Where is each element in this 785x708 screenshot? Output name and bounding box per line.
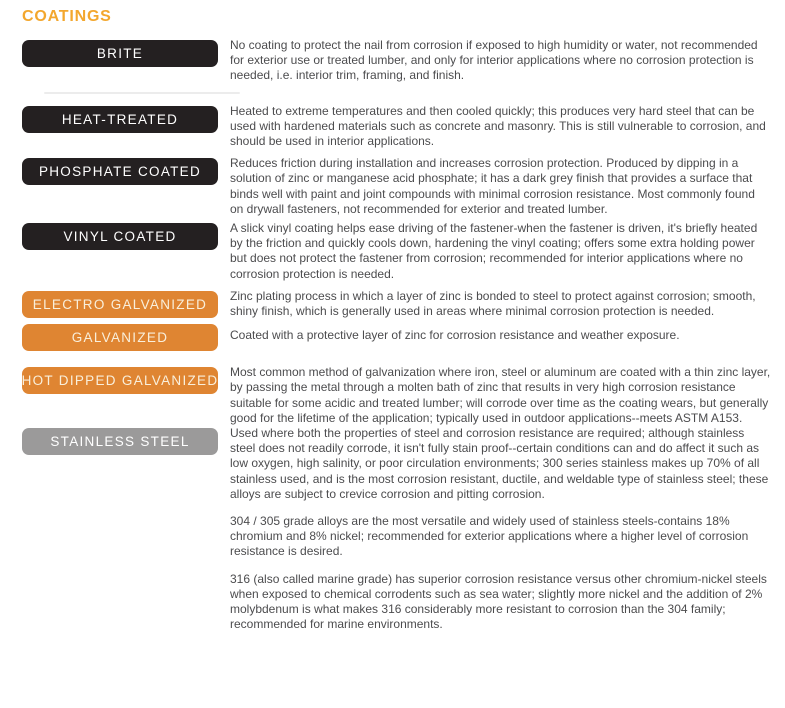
coating-description-hot-dipped-galvanized (230, 365, 771, 426)
coating-description-electro-galvanized (230, 289, 771, 319)
coating-row-brite (22, 38, 771, 84)
coating-description-vinyl-coated (230, 221, 771, 282)
coating-badge-heat-treated: HEAT-TREATED (22, 106, 218, 133)
coating-row-heat-treated (22, 104, 771, 150)
coating-description-phosphate-coated (230, 156, 771, 217)
coating-description-heat-treated (230, 104, 771, 150)
coating-row-phosphate-coated (22, 156, 771, 217)
description-paragraph: A slick vinyl coating helps ease driving of the fastener-when the fastener is driven, it's briefly heated by the friction and quickly cools down, hardening the vinyl coating; offers some extra holding power but does not protect the fastener from corrosion; recommended for interior applications where no corrosion protection is needed. (230, 221, 758, 281)
coating-badge-vinyl-coated: VINYL COATED (22, 223, 218, 250)
coating-description-galvanized (230, 322, 771, 343)
coating-badge-stainless-steel: STAINLESS STEEL (22, 428, 218, 455)
coating-badge-phosphate-coated: PHOSPHATE COATED (22, 158, 218, 185)
badge-shadow-divider (44, 92, 240, 94)
coating-row-electro-galvanized (22, 289, 771, 319)
page-title: COATINGS (22, 8, 112, 25)
coating-badge-hot-dipped-galvanized: HOT DIPPED GALVANIZED (22, 367, 218, 394)
coating-description-brite (230, 38, 771, 84)
description-paragraph: Reduces friction during installation and increases corrosion protection. Produced by dipping in a solution of zinc or manganese acid phosphate; it has a dark grey finish that provides a surface that binds well with paint and joint compounds with minimal corrosion resistance. Most commonly found on drywall fasteners, not recommended for exterior and treated lumber. (230, 156, 755, 216)
coating-row-stainless-steel (22, 426, 771, 632)
description-paragraph: Coated with a protective layer of zinc for corrosion resistance and weather exposure. (230, 328, 680, 343)
coating-badge-galvanized: GALVANIZED (22, 324, 218, 351)
coating-badge-brite: BRITE (22, 40, 218, 67)
coating-row-vinyl-coated (22, 221, 771, 282)
coating-row-hot-dipped-galvanized (22, 365, 771, 426)
description-paragraph: Used where both the properties of steel and corrosion resistance are required; although stainless steel does not readily corrode, it isn't fully stain proof--certain conditions can and do affect it such as low oxygen, high salinity, or poor circulation environments; 300 series stainless makes up 70% of all stainless used, and is the most corrosion resistant, ductile, and weldable type of stainless steel; these alloys are subject to crevice corrosion and pitting corrosion. (230, 426, 769, 501)
coating-description-stainless-steel (230, 426, 771, 632)
description-paragraph: 304 / 305 grade alloys are the most versatile and widely used of stainless steels-contains 18% chromium and 8% nickel; recommended for exterior applications where a higher level of corrosion resistance is desired. (230, 514, 749, 559)
description-paragraph: Most common method of galvanization where iron, steel or aluminum are coated with a thin zinc layer, by passing the metal through a molten bath of zinc that results in very high corrosion resistance suitable for some acidic and treated lumber; will corrode over time as the coating wears, but generally good for the lifetime of the application; typically used in outdoor applications--meets ASTM A153. (230, 365, 771, 425)
description-paragraph: Heated to extreme temperatures and then cooled quickly; this produces very hard steel that can be used with hardened materials such as concrete and masonry. This is still vulnerable to corrosion, and should be used in interior applications. (230, 103, 766, 149)
coating-badge-electro-galvanized: ELECTRO GALVANIZED (22, 291, 218, 318)
description-paragraph: Zinc plating process in which a layer of zinc is bonded to steel to protect against corrosion; smooth, shiny finish, which is generally used in areas where minimal corrosion protection is needed. (230, 288, 756, 319)
description-paragraph: 316 (also called marine grade) has superior corrosion resistance versus other chromium-nickel steels when exposed to chemical corrodents such as sea water; slightly more nickel and the addition of 2% molybdenum is what makes 316 considerably more resistant to corrosion than the 304 family; recommended for marine environments. (230, 571, 767, 632)
coating-row-galvanized (22, 322, 771, 351)
description-paragraph: No coating to protect the nail from corrosion if exposed to high humidity or water, not recommended for exterior use or treated lumber, and only for interior applications where no corrosion protection is needed, i.e. interior trim, framing, and finish. (230, 38, 758, 83)
